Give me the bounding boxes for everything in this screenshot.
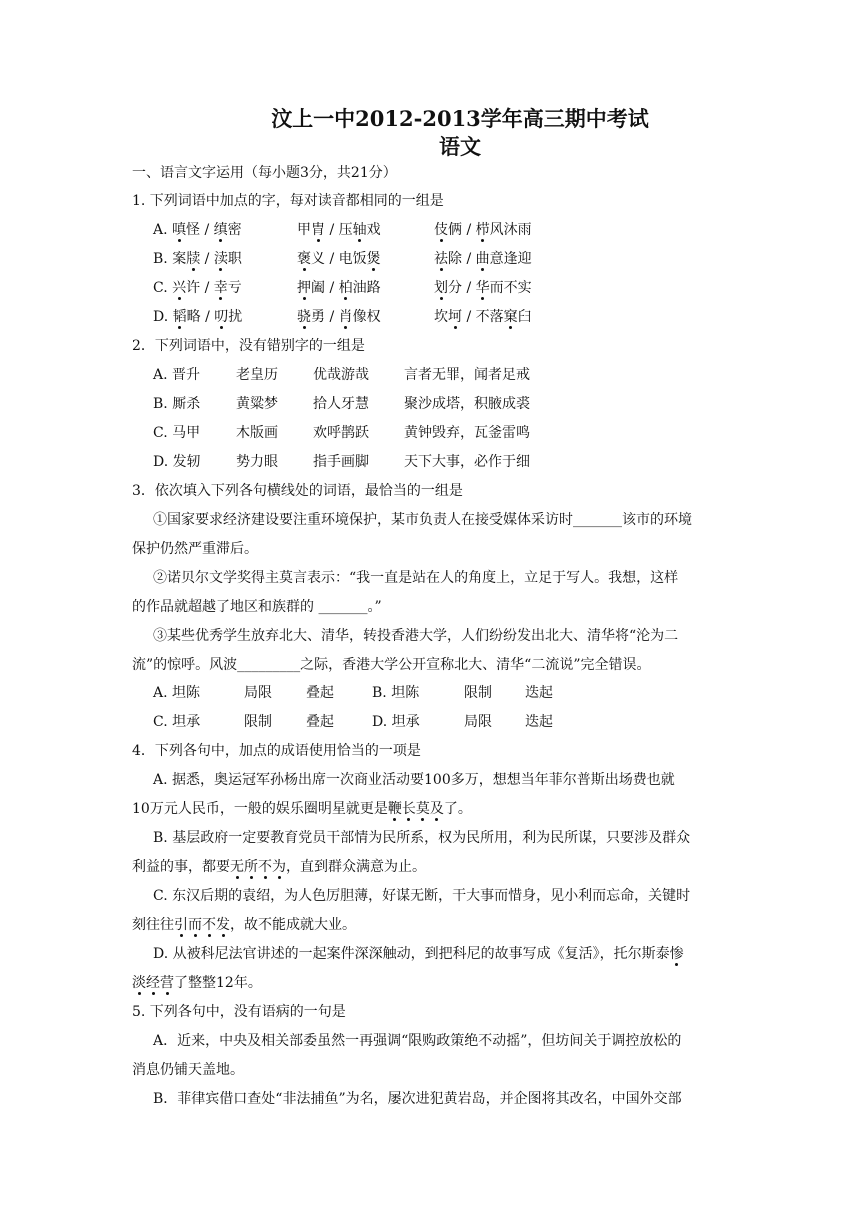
dotted-idiom-c: 引而不发 xyxy=(174,917,230,933)
dotted-idiom-d-start: 惨 xyxy=(669,946,684,962)
q4-option-a: A. 据悉，奥运冠军孙杨出席一次商业活动要100多万，想想当年菲尔普斯出场费也就 xyxy=(153,772,675,788)
q1-a-col2: 甲胄 / 压轴戏 xyxy=(297,222,381,238)
q3-sentence-1: ①国家要求经济建设要注重环境保护，某市负责人在接受媒体采访时_______该市的环境 xyxy=(153,512,692,528)
section-heading: 一、语言文字运用（每小题3分，共21分） xyxy=(132,165,397,181)
q4-option-d-cont: 淡经营了整整12年。 xyxy=(132,975,262,991)
q3-sentence-2: ②诺贝尔文学奖得主莫言表示：“我一直是站在人的角度上，立足于写人。我想，这样 xyxy=(153,570,679,586)
q3-sentence-3: ③某些优秀学生放弃北大、清华，转投香港大学，人们纷纷发出北大、清华将“沦为二 xyxy=(153,628,679,644)
subject-title: 语文 xyxy=(439,134,481,159)
q3-sentence-2-cont: 的作品就超越了地区和族群的 _______。” xyxy=(132,599,382,615)
question-1-stem: 1. 下列词语中加点的字，每对读音都相同的一组是 xyxy=(132,193,444,209)
dotted-idiom-b: 无所不为 xyxy=(230,859,286,875)
q5-option-a-cont: 消息仍铺天盖地。 xyxy=(132,1062,244,1078)
q4-option-b: B. 基层政府一定要教育党员干部情为民所系，权为民所用，利为民所谋，只要涉及群众 xyxy=(153,830,691,846)
question-2-stem: 2．下列词语中，没有错别字的一组是 xyxy=(132,338,365,354)
q4-option-b-cont: 利益的事，都要无所不为，直到群众满意为止。 xyxy=(132,859,426,875)
dotted-idiom-a: 鞭长莫及 xyxy=(387,801,444,817)
question-5-stem: 5. 下列各句中，没有语病的一句是 xyxy=(132,1004,346,1020)
question-3-stem: 3．依次填入下列各句横线处的词语，最恰当的一组是 xyxy=(132,483,463,499)
q1-a-col3: 伎俩 / 栉风沐雨 xyxy=(434,222,532,238)
q3-sentence-3-cont: 流”的惊呼。风波_________之际，香港大学公开宣称北大、清华“二流说”完全错误。 xyxy=(132,657,651,673)
q4-option-d: D. 从被科尼法官讲述的一起案件深深触动，到把科尼的故事写成《复活》，托尔斯泰惨 xyxy=(153,946,684,962)
dotted-idiom-d-end: 淡经营 xyxy=(132,975,174,991)
q5-option-b: B．菲律宾借口查处“非法捕鱼”为名，屡次进犯黄岩岛，并企图将其改名，中国外交部 xyxy=(153,1091,682,1107)
q4-option-c: C. 东汉后期的袁绍，为人色厉胆薄，好谋无断，干大事而惜身，见小利而忘命，关键时 xyxy=(153,888,691,904)
q4-option-c-cont: 刻往往引而不发，故不能成就大业。 xyxy=(132,917,356,933)
question-4-stem: 4．下列各句中，加点的成语使用恰当的一项是 xyxy=(132,743,421,759)
document-title: 汶上一中2012-2013学年高三期中考试 xyxy=(271,106,649,131)
q5-option-a: A．近来，中央及相关部委虽然一再强调“限购政策绝不动摇”，但坊间关于调控放松的 xyxy=(153,1033,682,1049)
q4-option-a-cont: 10万元人民币，一般的娱乐圈明星就更是鞭长莫及了。 xyxy=(132,801,472,817)
q1-a-col1: A. 嗔怪 / 缜密 xyxy=(153,222,242,238)
document-page: 汶上一中2012-2013学年高三期中考试 语文 一、语言文字运用（每小题3分，共21分） 1. 下列词语中加点的字，每对读音都相同的一组是 A. 嗔怪 / 缜密 甲胄 / 压轴戏 伎俩 / 栉风沐雨 B. 案牍 / 渎职 褒义 / 电饭煲 祛除 / 曲意逢迎 C. 兴许 / 幸亏 押阖 / 柏油路 划分 / 华而不实 D. 韬略 / 叨扰 骁勇 / 肖像权 坎坷 / 不落窠臼 2．下列词语中，没有错别字的一组是 A. 晋升 老皇历 优哉游哉 言者无罪，闻者足戒 B. 厮杀 黄粱梦 拾人牙慧 聚沙成塔，积腋成裘 C. 马甲 木版画 欢呼鹊跃 黄钟毁弃，瓦釜雷鸣 D. 发轫 势力眼 指手画脚 天下大事，必作于细 3．依次填入下列各句横线处的词语，最恰当的一组是 ①国家要求经济建设要注重环境保护，某市负责人在接受媒体采访时_______该市的环境 保护仍然严重滞后。 ②诺贝尔文学奖得主莫言表示：“我一直是站在人的角度上，立足于写人。我想，这样 的作品就超越了地区和族群的 _______。” ③某些优秀学生放弃北大、清华，转投香港大学，人们纷纷发出北大、清华将“沦为二 流”的惊呼。风波_________之际，香港大学公开宣称北大、清华“二流说”完全错误。 A. 坦陈 局限 叠起 B. 坦陈 限制 迭起 C. 坦承 限制 叠起 D. 坦承 局限 迭起 4．下列各句中，加点的成语使用恰当的一项是 A. 据悉，奥运冠军孙杨出席一次商业活动要100多万，想想当年菲尔普斯出场费也就 10万元人民币，一般的娱乐圈明星就更是鞭长莫及了。 B. 基层政府一定要教育党员干部情为民所系，权为民所用，利为民所谋，只要涉及群众 利益的事，都要无所不为，直到群众满意为止。 C. 东汉后期的袁绍，为人色厉胆薄，好谋无断，干大事而惜身，见小利而忘命，关键时 刻往往引而不发，故不能成就大业。 D. 从被科尼法官讲述的一起案件深深触动，到把科尼的故事写成《复活》，托尔斯泰惨 淡经营了整整12年。 5. 下列各句中，没有语病的一句是 A．近来，中央及相关部委虽然一再强调“限购政策绝不动摇”，但坊间关于调控放松的 消息仍铺天盖地。 B．菲律宾借口查处“非法捕鱼”为名，屡次进犯黄岩岛，并企图将其改名，中国外交部 xyxy=(0,0,860,1216)
q3-sentence-1-cont: 保护仍然严重滞后。 xyxy=(132,541,258,557)
